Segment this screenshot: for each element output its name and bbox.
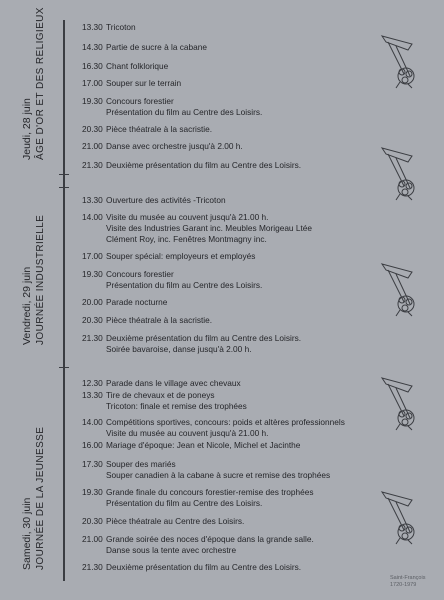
event-time: 13.30 [82,195,103,205]
event-time: 20.30 [82,315,103,325]
event-item [82,160,301,171]
day-date: Vendredi, 29 juin [21,266,33,345]
event-line-continued: Danse sous la tente avec orchestre [106,545,237,555]
event-line-continued: Visite des Industries Garant inc. Meubles Morigeau Ltée [106,223,312,233]
event-line [82,42,207,53]
event-time: 19.30 [82,487,103,497]
event-time: 19.30 [82,269,103,279]
event-time: 13.30 [82,390,103,400]
event-time: 21.30 [82,333,103,343]
event-item [82,459,330,481]
event-item [82,417,345,439]
timeline-tick [59,174,69,175]
event-item [82,251,255,262]
event-line-continued: Présentation du film au Centre des Loisirs. [106,498,263,508]
event-text: Danse avec orchestre jusqu'à 2.00 h. [106,141,243,151]
event-text: Parade nocturne [106,297,168,307]
timeline-line [63,20,65,581]
event-text: Visite du musée au couvent jusqu'à 21.00 h. [106,212,269,222]
event-item [82,42,207,53]
event-item [82,378,241,389]
footer-stamp [390,575,425,589]
event-time: 20.30 [82,516,103,526]
event-text: Tricoton [106,22,136,32]
event-line-continued: Présentation du film au Centre des Loisirs. [106,280,263,290]
event-line [82,96,262,107]
day-date: Jeudi, 28 juin [21,98,33,160]
event-time: 21.00 [82,141,103,151]
event-text: Concours forestier [106,96,174,106]
event-item [82,141,243,152]
event-text: Tire de chevaux et de poneys [106,390,215,400]
event-item [82,487,314,509]
event-item [82,562,301,573]
event-line [82,195,226,206]
event-time: 21.00 [82,534,103,544]
event-item [82,390,247,412]
day-date: Samedi, 30 juin [21,497,33,570]
event-item [82,297,167,308]
timeline-tick [59,367,69,368]
day-label-saturday [20,427,48,570]
event-time: 13.30 [82,22,103,32]
event-line [82,22,136,33]
event-time: 14.00 [82,212,103,222]
event-line-continued: Tricoton: finale et remise des trophées [106,401,247,411]
event-time: 20.30 [82,124,103,134]
event-line [82,269,262,280]
event-time: 17.00 [82,251,103,261]
event-time: 21.30 [82,562,103,572]
bouquet-icon [378,372,420,432]
event-item [82,195,226,206]
event-text: Parade dans le village avec chevaux [106,378,241,388]
event-text: Mariage d'époque: Jean et Nicole, Michel et Jacinthe [106,440,301,450]
event-item [82,78,181,89]
event-line [82,390,247,401]
event-text: Partie de sucre à la cabane [106,42,208,52]
event-line [82,417,345,428]
event-item [82,440,300,451]
event-text: Concours forestier [106,269,174,279]
event-item [82,333,301,355]
day-theme: ÂGE D'OR ET DES RELIGIEUX [35,7,46,160]
day-label-thursday [20,7,48,160]
day-theme: JOURNÉE DE LA JEUNESSE [35,426,46,570]
event-line-continued: Soirée bavaroise, danse jusqu'à 2.00 h. [106,344,252,354]
event-line [82,440,300,451]
event-time: 14.00 [82,417,103,427]
event-item [82,315,212,326]
event-text: Souper spécial: employeurs et employés [106,251,256,261]
event-time: 17.30 [82,459,103,469]
event-line-continued: Présentation du film au Centre des Loisirs. [106,107,263,117]
event-line [82,160,301,171]
stamp-line: Saint-François [390,575,426,581]
event-time: 19.30 [82,96,103,106]
event-line [82,124,212,135]
event-line [82,297,167,308]
event-line [82,378,241,389]
event-text: Compétitions sportives, concours: poids et altères professionnels [106,417,345,427]
event-time: 17.00 [82,78,103,88]
event-time: 12.30 [82,378,103,388]
event-line [82,516,244,527]
event-text: Pièce théatrale à la sacristie. [106,315,213,325]
event-line [82,141,243,152]
event-item [82,22,136,33]
event-line [82,78,181,89]
bouquet-icon [378,258,420,318]
event-line [82,212,312,223]
event-line [82,315,212,326]
bouquet-icon [378,142,420,202]
day-label-friday [20,215,48,345]
event-text: Souper sur le terrain [106,78,182,88]
event-item [82,212,312,245]
event-time: 16.30 [82,61,103,71]
bouquet-icon [378,30,420,90]
event-line [82,61,168,72]
event-text: Grande soirée des noces d'époque dans la grande salle. [106,534,314,544]
timeline-tick [59,187,69,188]
event-line [82,333,301,344]
event-time: 14.30 [82,42,103,52]
event-text: Deuxième présentation du film au Centre des Loisirs. [106,333,302,343]
event-text: Souper des mariés [106,459,176,469]
event-line [82,459,330,470]
event-text: Ouverture des activités -Tricoton [106,195,226,205]
event-text: Pièce théatrale au Centre des Loisirs. [106,516,245,526]
event-text: Chant folklorique [106,61,169,71]
day-theme: JOURNÉE INDUSTRIELLE [35,214,46,345]
event-item [82,61,168,72]
event-text: Deuxième présentation du film au Centre des Loisirs. [106,562,302,572]
event-item [82,534,314,556]
bouquet-icon [378,486,420,546]
event-line [82,562,301,573]
event-item [82,269,262,291]
event-item [82,516,244,527]
event-time: 20.00 [82,297,103,307]
event-line [82,487,314,498]
event-text: Pièce théatrale à la sacristie. [106,124,213,134]
event-item [82,96,262,118]
event-time: 16.00 [82,440,103,450]
event-line [82,534,314,545]
event-text: Grande finale du concours forestier-remise des trophées [106,487,314,497]
event-line [82,251,255,262]
event-time: 21.30 [82,160,103,170]
event-line-continued: Souper canadien à la cabane à sucre et remise des trophées [106,470,331,480]
event-line-continued: Clément Roy, inc. Fenêtres Montmagny inc. [106,234,267,244]
event-line-continued: Visite du musée au couvent jusqu'à 21.00 h. [106,428,269,438]
event-item [82,124,212,135]
event-text: Deuxième présentation du film au Centre des Loisirs. [106,160,302,170]
stamp-line: 1720-1979 [390,582,417,588]
